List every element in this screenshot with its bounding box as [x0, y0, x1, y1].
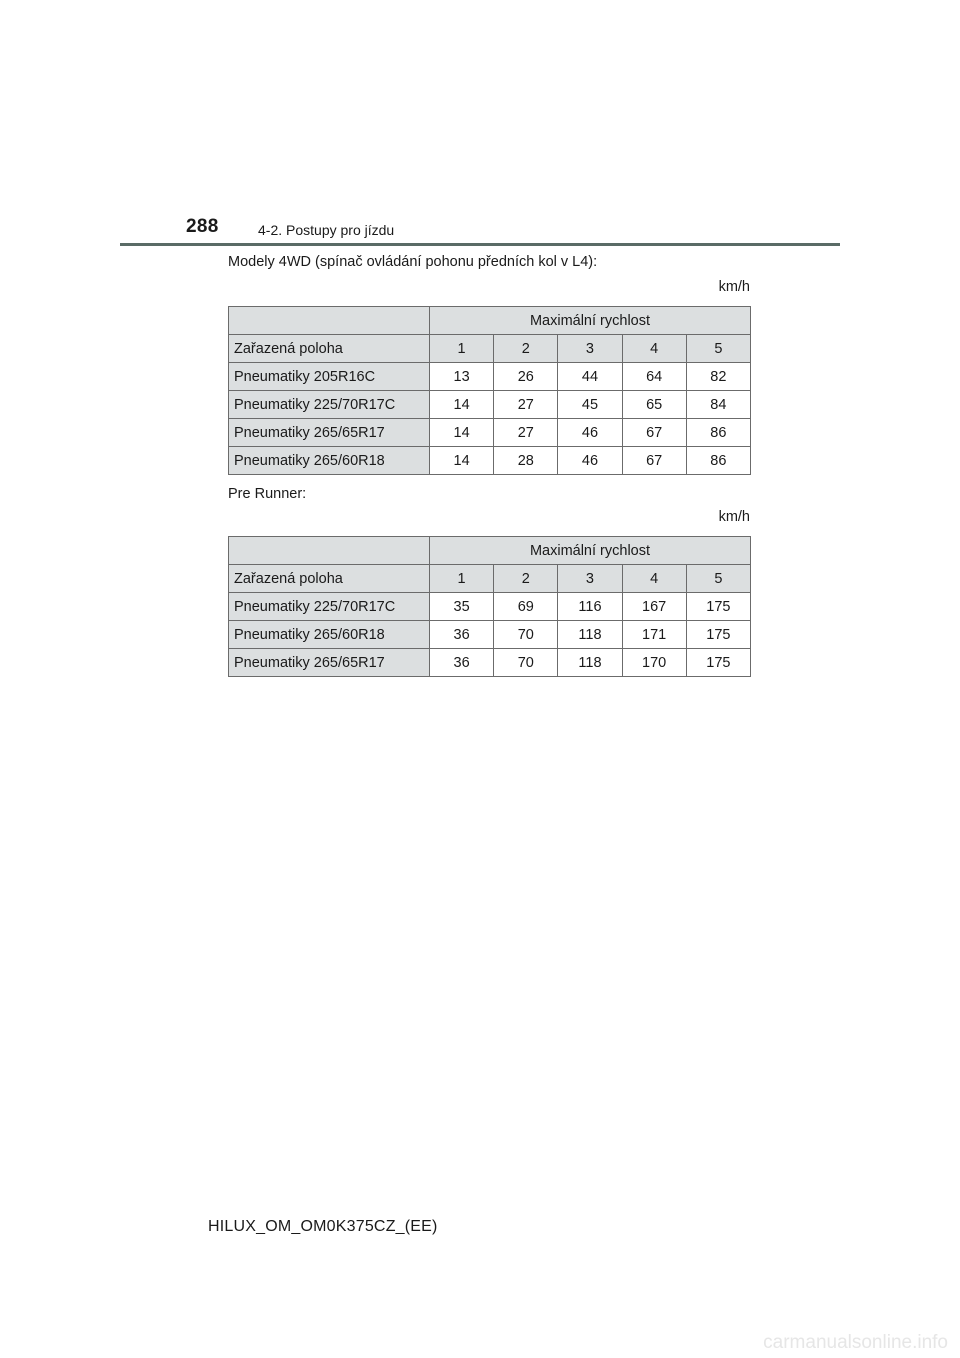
table2-caption: Pre Runner:	[228, 486, 307, 502]
speed-cell: 45	[558, 391, 622, 419]
speed-cell: 67	[622, 447, 686, 475]
speed-cell: 27	[494, 391, 558, 419]
tire-label: Pneumatiky 225/70R17C	[229, 593, 430, 621]
max-speed-header: Maximální rychlost	[430, 307, 751, 335]
speed-cell: 84	[686, 391, 750, 419]
document-code: HILUX_OM_OM0K375CZ_(EE)	[208, 1218, 438, 1235]
table-row	[229, 593, 751, 621]
speed-cell: 28	[494, 447, 558, 475]
table-row	[229, 649, 751, 677]
empty-corner-cell	[229, 307, 430, 335]
speed-cell: 175	[686, 593, 750, 621]
speed-cell: 65	[622, 391, 686, 419]
gear-cell: 5	[686, 335, 750, 363]
speed-cell: 36	[430, 621, 494, 649]
speed-cell: 116	[558, 593, 622, 621]
speed-cell: 171	[622, 621, 686, 649]
section-title: 4-2. Postupy pro jízdu	[258, 222, 395, 238]
gear-cell: 2	[494, 335, 558, 363]
tire-label: Pneumatiky 205R16C	[229, 363, 430, 391]
table-row	[229, 363, 751, 391]
speed-cell: 46	[558, 419, 622, 447]
page-number: 288	[186, 216, 219, 237]
max-speed-header: Maximální rychlost	[430, 537, 751, 565]
speed-cell: 86	[686, 447, 750, 475]
speed-cell: 82	[686, 363, 750, 391]
speed-cell: 46	[558, 447, 622, 475]
speed-cell: 27	[494, 419, 558, 447]
header-divider	[120, 243, 840, 246]
table-row	[229, 419, 751, 447]
table2-unit: km/h	[718, 509, 750, 525]
gear-cell: 4	[622, 565, 686, 593]
tire-label: Pneumatiky 265/65R17	[229, 649, 430, 677]
speed-cell: 13	[430, 363, 494, 391]
speed-cell: 26	[494, 363, 558, 391]
speed-cell: 170	[622, 649, 686, 677]
tire-label: Pneumatiky 265/60R18	[229, 621, 430, 649]
table-header-row	[229, 307, 751, 335]
speed-cell: 14	[430, 447, 494, 475]
speed-cell: 67	[622, 419, 686, 447]
gear-cell: 3	[558, 565, 622, 593]
gear-row	[229, 335, 751, 363]
gear-row-label: Zařazená poloha	[229, 565, 430, 593]
gear-cell: 4	[622, 335, 686, 363]
table1-unit: km/h	[718, 279, 750, 295]
gear-cell: 1	[430, 335, 494, 363]
speed-cell: 118	[558, 621, 622, 649]
speed-cell: 69	[494, 593, 558, 621]
speed-cell: 175	[686, 649, 750, 677]
gear-row	[229, 565, 751, 593]
speed-cell: 36	[430, 649, 494, 677]
table-row	[229, 621, 751, 649]
speed-table-pre-runner	[228, 536, 751, 677]
speed-cell: 167	[622, 593, 686, 621]
tire-label: Pneumatiky 265/60R18	[229, 447, 430, 475]
speed-cell: 14	[430, 391, 494, 419]
speed-cell: 44	[558, 363, 622, 391]
table-row	[229, 447, 751, 475]
speed-cell: 70	[494, 621, 558, 649]
tire-label: Pneumatiky 265/65R17	[229, 419, 430, 447]
table-row	[229, 391, 751, 419]
gear-cell: 2	[494, 565, 558, 593]
speed-cell: 70	[494, 649, 558, 677]
speed-cell: 175	[686, 621, 750, 649]
speed-cell: 14	[430, 419, 494, 447]
gear-cell: 3	[558, 335, 622, 363]
speed-cell: 86	[686, 419, 750, 447]
watermark: carmanualsonline.info	[763, 1332, 948, 1353]
speed-cell: 118	[558, 649, 622, 677]
table-header-row	[229, 537, 751, 565]
speed-table-4wd	[228, 306, 751, 475]
speed-cell: 35	[430, 593, 494, 621]
gear-row-label: Zařazená poloha	[229, 335, 430, 363]
speed-cell: 64	[622, 363, 686, 391]
table1-caption: Modely 4WD (spínač ovládání pohonu předních kol v L4):	[228, 254, 598, 270]
tire-label: Pneumatiky 225/70R17C	[229, 391, 430, 419]
gear-cell: 1	[430, 565, 494, 593]
gear-cell: 5	[686, 565, 750, 593]
empty-corner-cell	[229, 537, 430, 565]
